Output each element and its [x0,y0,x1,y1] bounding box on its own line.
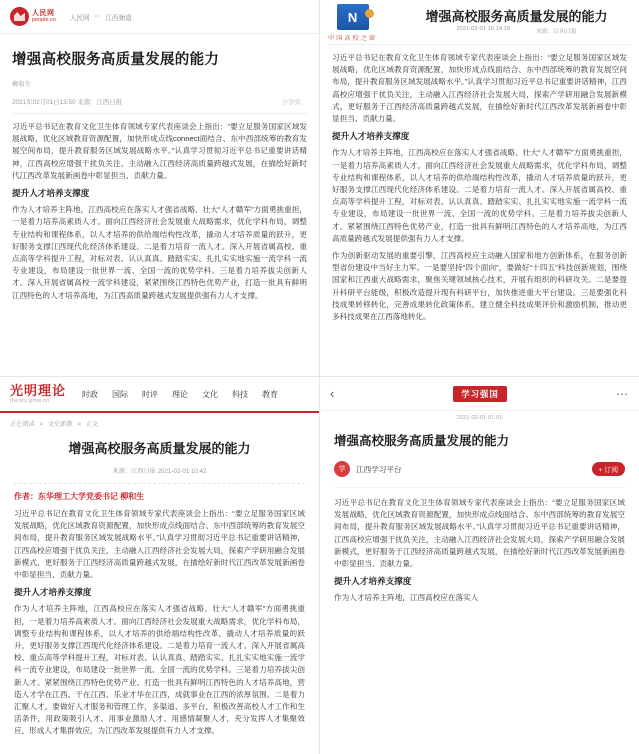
panel-people-cn [0,0,320,377]
gmw-source-line: 来源：江西日报 2021-02-01 10:42 [112,468,207,475]
paragraph: 习近平总书记在教育文化卫生体育领域专家代表座谈会上指出：“要立足服务国家区域发展战略，优化区域教育资源配置，加快形成点线面结合、东中西部统筹的教育发展空间布局，提升教育服务区域发展战略水平。”认真学习贯彻习近平总书记重要讲话精神，江西高校应增强干扰负关注，主动融入江西经济社会发展大局，探索产学研用融合发展新模式，更好服务于江西经济高质量跨越式发展，在描绘好新时代江西改革发展新画卷中彰显担当、贡献力量。 [14,509,305,580]
people-cn-breadcrumb [70,12,132,22]
people-cn-share-label[interactable]: 分享到： [281,99,307,106]
people-cn-logo-icon [10,7,29,26]
panel-gmw [0,377,320,754]
section-heading: 提升人才培养支撑度 [334,576,412,587]
people-cn-header [0,0,319,34]
xuexi-account-name[interactable]: 江西学习平台 [356,464,402,474]
paragraph: 习近平总书记在教育文化卫生体育领域专家代表座谈会上指出：“要立足服务国家区域发展战略，优化区域教育资源配置，加快形成点线connect面结合、东中西部统筹的教育发展空间布局，提升教育服务区域发展战略水平。”认真学习贯彻习近平总书记重要讲话精神，江西高校应增强干扰负关注、主动融入江西经济高质量跨越式发展，在描绘好新时代江西改革发展新画卷中彰显担当、贡献力量。 [12,122,307,180]
xuexi-account-row [320,450,639,477]
panel-zgjy [320,0,639,377]
xuexi-article-body [320,488,639,605]
nav-item-keji[interactable]: 科技 [232,389,249,399]
nav-item-shizheng[interactable]: 时政 [82,389,99,399]
nav-item-guoji[interactable]: 国际 [112,389,129,399]
people-cn-meta-line: 2021年02月01日13:50 来源：江西日报 [12,99,123,106]
zgjy-header [320,0,639,40]
people-cn-article-body [0,114,319,302]
xuexi-article-title: 增强高校服务高质量发展的能力 [334,434,510,448]
people-cn-author-name: 柳和生 [12,81,32,88]
panel-xuexi [320,377,639,754]
nav-item-jiaoyu[interactable]: 教育 [262,389,279,399]
nav-item-shiping[interactable]: 时评 [142,389,159,399]
people-cn-article-title: 增强高校服务高质量发展的能力 [12,52,220,68]
paragraph: 作为人才培养主阵地，江西高校应在落实人 [334,593,479,603]
breadcrumb-separator: >> [93,13,102,20]
section-heading: 提升人才培养支撑度 [332,131,410,142]
breadcrumb-item-2[interactable]: 文史新教 [47,421,73,428]
paragraph: 习近平总书记在教育文化卫生体育领域专家代表座谈会上指出：“要立足服务国家区域发展战略，优化区域教育资源配置，加快形成点线面结合、东中西部统筹的教育发展空间布局，提升教育服务区域发展战略水平。”认真学习贯彻习近平总书记重要讲话精神，江西高校应增强干扰负关注，主动融入江西经济社会发展大局，探索产学研用融合发展新模式，更好服务于江西经济高质量跨越式发展，在描绘好新时代江西改革发展新画卷中彰显担当、贡献力量。 [334,498,625,569]
paragraph: 作为创新驱动发展的重要引擎，江西高校应主动融入国家和地方创新体系，在服务创新型省份建设中当好主力军。一是要坚持“四个面向”，要做好“十四五”科技创新规划，围绕国家和江西重大战略需求，聚焦关键领域核心技术，开展有组织的科研攻关。二是要提升科研平台能级，积极改造提升现有科研平台，加快推进重大平台建设。三是要强化科技成果转移转化，完善成果转化政策体系，建立健全科技成果评价和激励机制，推动更多科技成果在江西落地转化。 [332,251,627,322]
more-dots-icon[interactable]: ⋯ [616,386,629,401]
gmw-article-body [0,502,319,738]
people-cn-meta [0,88,319,106]
zgjy-logo-icon[interactable]: N [337,4,369,30]
zgjy-source: 来源：江西日报 [536,29,577,35]
gmw-logo-domain: theory.gmw.cn [10,397,50,404]
zgjy-meta [400,26,633,35]
paragraph: 作为人才培养主阵地，江西高校应在落实人才强省战略、壮大“人才赣军”方面勇挑重担，一是着力培养高素质人才。面向江西经济社会发展重大战略需求，优化学科布局，调整专业结构和课程体系，以人才培养的供给端结构性改革，撬动人才培养质量的跃升，更好服务支撑江西现代化经济体系建设。二是着力培育一流人才。深入开展省属高校、重点高等学科提升工程，对标对表、认认真真、踏踏实实、扎扎实实地实施一流学科一流专业建设，布局建设一批世界一流、全国一流的优势学科。三是着力培养拔尖创新人才。深入开展省属高校一流学科建设，紧紧围绕江西特色优势产业，打造一批具有鲜明江西特色的人才培养高地，为江西高质量跨越式发展提供强有力人才支撑。 [12,205,307,300]
people-cn-logo-text [32,10,56,24]
breadcrumb-site[interactable]: 人民网 [69,14,90,22]
gmw-author-line: 作者：东华理工大学党委书记 柳和生 [14,492,145,501]
zgjy-logo-subtitle: 中国高校之窗 [328,35,378,42]
breadcrumb-channel[interactable]: 江西频道 [105,14,132,22]
chevron-left-icon[interactable]: ‹ [330,386,335,401]
gmw-article-title: 增强高校服务高质量发展的能力 [68,441,251,456]
people-cn-logo-en: people.cn [32,16,56,23]
nav-item-lilun[interactable]: 理论 [172,389,189,399]
zgjy-article-body [320,45,639,323]
xuexi-header [320,377,639,411]
subscribe-button[interactable]: + 订阅 [592,462,625,476]
breadcrumb-item-3: 正文 [85,421,99,428]
paragraph: 作为人才培养主阵地，江西高校应在落实人才强省战略、壮大“人才赣军”方面勇挑重担，一是着力培养高素质人才。面向江西经济社会发展重大战略需求，优化学科布局，调整专业结构和课程体系，以人才培养的供给端结构性改革，撬动人才培养质量的跃升，更好服务支撑江西现代化经济体系建设。二是着力培育一流人才。深入开展省属高校、重点高等学科提升工程，对标对表、认认真真、踏踏实实、扎扎实实地实施一流学科一流专业建设，布局建设一批世界一流、全国一流的优势学科。三是着力培养拔尖创新人才。紧紧围绕江西特色优势产业，打造一批具有鲜明江西特色的人才培养高地，为江西高质量跨越式发展提供强有力人才支撑。 [332,148,627,243]
breadcrumb-separator: > [39,421,44,428]
xuexi-logo-badge[interactable]: 学习强国 [453,386,507,402]
gmw-logo-cn: 光明理论 [10,382,67,398]
zgjy-date: 2021-02-01 16:14:18 [456,26,511,32]
section-heading: 提升人才培养支撑度 [12,188,90,199]
nav-item-wenhua[interactable]: 文化 [202,389,219,399]
gmw-breadcrumb [0,413,319,428]
people-cn-logo[interactable] [10,7,56,26]
paragraph: 作为人才培养主阵地，江西高校应在落实人才强省战略、壮大“人才赣军”方面勇挑重担，一是着力培养高素质人才。面向江西经济社会发展重大战略需求，优化学科布局，调整专业结构和课程体系，以人才培养的供给端结构性改革，撬动人才培养质量的跃升，更好服务支撑江西现代化经济体系建设。二是着力培育一流人才。深入开展省属高校、重点高等学科提升工程，对标对表、认认真真、踏踏实实、扎扎实实地实施一流学科一流专业建设，布局建设一批世界一流、全国一流的优势学科。三是着力培养拔尖创新人才。紧紧围绕江西特色优势产业、打造一批具有鲜明江西特色的人才培养高地，营造人才学在江西、干在江西、乐业才华在江西，成就事业在江西的浓厚氛围。二是着力汇聚人才。要做好人才服务和管理工作，多渠道、多平台，积极改善高校人才工作和生活条件，用政策吸引人才、用事业激励人才、用感情凝聚人才，充分发挥人才集聚效应，形成人才集群效应，为江西改革发展提供有力人才支撑。 [14,604,305,736]
people-cn-author [0,70,319,88]
breadcrumb-item-1[interactable]: 正在阅读 [10,421,35,428]
gmw-header [0,377,319,413]
people-cn-logo-cn: 人民网 [32,9,55,17]
gmw-logo[interactable] [10,384,66,404]
breadcrumb-separator: > [77,421,81,428]
zgjy-article-title: 增强高校服务高质量发展的能力 [425,9,608,24]
xuexi-date: 2021-02-01 01:01 [456,415,503,421]
section-heading: 提升人才培养支撑度 [14,587,92,598]
paragraph: 习近平总书记在教育文化卫生体育领域专家代表座谈会上指出：“要立足服务国家区域发展战略，优化区域教育资源配置，加快形成点线面结合、东中西部统筹的教育发展空间布局，提升教育服务区域发展战略水平。”认真学习贯彻习近平总书记重要讲话精神，江西高校应增强干扰负关注，主动融入江西经济社会发展大局，探索产学研用融合发展新模式，更好服务于江西经济高质量跨越式发展，在描绘好新时代江西改革发展新画卷中彰显担当、贡献力量。 [332,53,627,124]
gmw-nav-menu [82,389,278,400]
avatar: 学 [334,461,350,477]
